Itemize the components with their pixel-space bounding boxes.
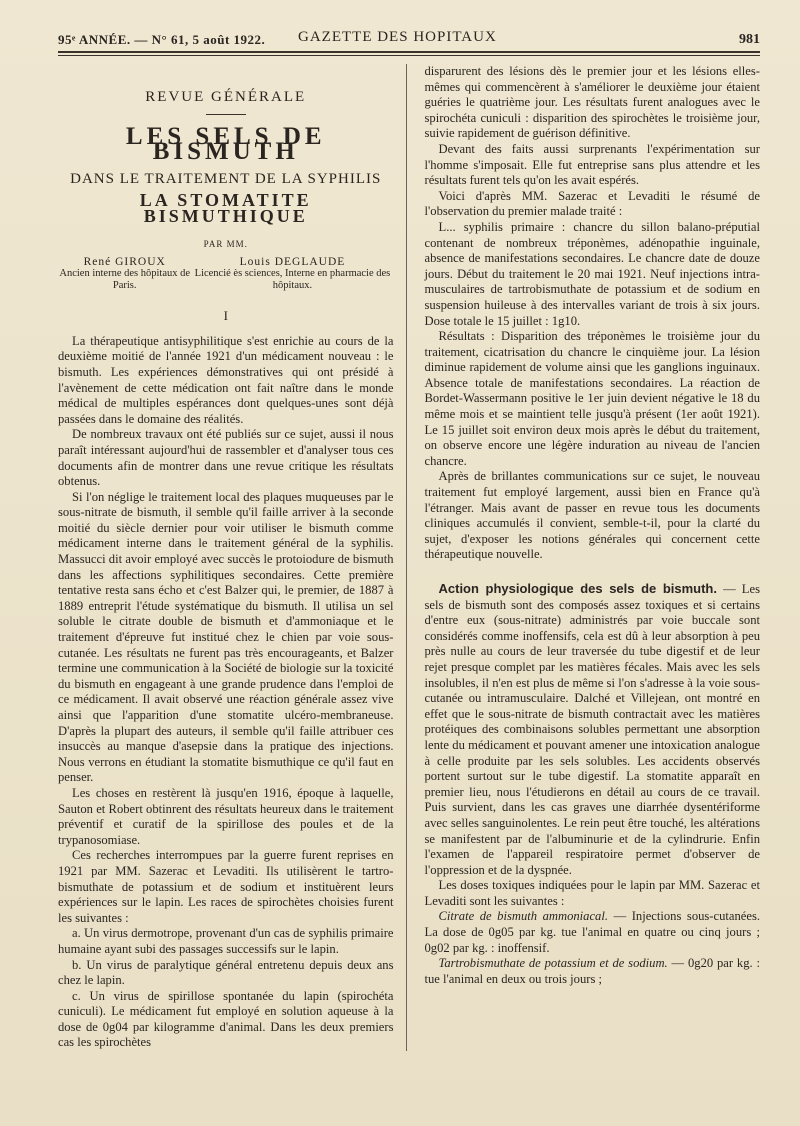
part-number: I: [223, 308, 228, 324]
paragraph: Les doses toxiques indiquées pour le lapin par MM. Sazerac et Levaditi sont les suivantes :: [424, 878, 760, 908]
section-divider: [206, 114, 246, 115]
dose-text: — 0g20 par kg. : tue l'animal en deux ou trois jours ;: [424, 956, 760, 986]
dose-label: Tartrobismuthate de potassium et de sodium.: [438, 956, 668, 971]
page-number: 981: [739, 32, 760, 47]
paragraph: L... syphilis primaire : chancre du sillon balano-préputial contenant de nombreux tréponèmes, adénopathie inguinale, absence de manifestations secondaires. Le chancre date de douze jours. Début du traitement le 20 mai 1921. Neuf injections intra-musculaires de tartrobismuthate de potassium et de sodium en suspension huileuse à des intervalles variant de trois à six jours. Dose totale le 15 juillet : 1g10.: [424, 219, 760, 328]
page-header: [58, 14, 760, 48]
dose-label: Citrate de bismuth ammoniacal.: [438, 909, 609, 924]
paragraph: [425, 581, 761, 878]
paragraph: [425, 956, 761, 987]
paragraph-text: — Les sels de bismuth sont des composés assez toxiques et si certains d'entre eux (sous-nitrate) administrés par voie buccale sont considérés comme inoffensifs, cela est dû à leur absorption à peu près nulle au cours de leur traversée du tube digestif et de leur rejet presque complet par les matières fécales. Mais avec les sels insolubles, il n'en est plus de même si l'on s'adresse à la voie sous-cutanée ou intramusculaire. Dalché et Villejean, ont montré en effet que le sous-nitrate de bismuth contractait avec les matières protéiques des combinaisons solubles permettant une absorption lente du médicament et pouvant amener une intoxication analogue à celle produite par les sels solubles. Les accidents observés portent surtout sur le tube digestif. La stomatite apparaît en premier lieu, nous l'étudierons en détail au cours de ce travail. Puis survient, dans les cas graves une diarrhée dysentériforme avec selles sanguinolentes. Le rein peut être touché, les altérations se manifestent par de l'albuminurie et de la cylindrurie. Enfin l'examen de l'appareil respiratoire permet d'observer de l'oppression et de la dyspnée.: [424, 582, 760, 877]
article-subtitle-2: LA STOMATITE BISMUTHIQUE: [139, 190, 312, 226]
section-heading: Action physiologique des sels de bismuth.: [438, 581, 717, 596]
list-item: b. Un virus de paralytique général entretenu depuis deux ans chez le lapin.: [58, 957, 394, 988]
paragraph: Résultats : Disparition des tréponèmes le troisième jour du traitement, cicatrisation du chancre le cinquième jour. La lésion diminue rapidement de volume ainsi que les ganglions inguinaux. Absence totale de manifestations secondaires. La réaction de Bordet-Wassermann positive le 1er juin devient négative le 18 du même mois et se maintient telle jusqu'à présent (1er août 1921). Le 15 juillet soit environ deux mois après le début du traitement, on observe encore une légère induration au niveau de l'ancien chancre.: [424, 329, 760, 468]
paragraph: Voici d'après MM. Sazerac et Levaditi le résumé de l'observation du premier malade traité :: [424, 188, 760, 219]
author-name: Louis DEGLAUDE: [239, 256, 346, 269]
author-1: [58, 256, 191, 292]
authors: [58, 256, 394, 292]
paragraph: Ces recherches interrompues par la guerre furent reprises en 1921 par MM. Sazerac et Levaditi. Ils utilisèrent le tartro-bismuthate de potassium et de sodium et instituèrent leurs expériences sur le lapin. Les races de spirochètes choisies furent les suivantes :: [58, 848, 394, 925]
journal-title: GAZETTE DES HOPITAUX: [298, 29, 497, 45]
article-subtitle: DANS LE TRAITEMENT DE LA SYPHILIS: [70, 170, 382, 187]
author-name: René GIROUX: [83, 256, 166, 269]
paragraph: disparurent des lésions dès le premier jour et les lésions elles-mêmes qui commencèrent à s'améliorer le deuxième jour étaient guéries le quatrième jour. Les résultats furent analogues avec le spirochéta cuniculi : disparition des spirochètes le troisième jour, suivie rapidement de guérison définitive.: [424, 64, 760, 141]
list-item: c. Un virus de spirillose spontanée du lapin (spirochéta cuniculi). Le médicament fut employé en solution aqueuse à la dose de 0g04 par kilogramme d'animal. Dans les deux premiers cas les spirochètes: [58, 988, 394, 1050]
paragraph: [425, 909, 761, 956]
paragraph: Si l'on néglige le traitement local des plaques muqueuses par le sous-nitrate de bismuth, il semble qu'il faille arriver à la seconde moitié du siècle dernier pour voir utiliser le bismuth comme médicament interne dans le traitement général de la syphilis. Massucci dit avoir employé avec succès le protoiodure de bismuth dans les affections syphilitiques secondaires. Cette première tentative resta sans écho et c'est Balzer qui, le premier, de 1887 à 1889 entreprit l'étude systématique du bismuth. Il utilisa un sel soluble le citrate double de bismuth et d'ammoniaque et le traitement d'épreuve fut institué chez le chien par voie sous-cutanée. Les résultats ne furent pas très encourageants, et Balzer termine une communication à la Société de biologie sur la toxicité du bismuth en engageant à une grande prudence dans l'emploi de ce médicament. Il avait observé une réaction générale assez vive ainsi que l'apparition d'une stomatite ulcéro-membraneuse. D'après la plupart des auteurs, il semble qu'il faille attribuer ces insuccès au manque d'asepsie dans la pratique des injections. Nous verrons en étudiant la stomatite bismuthique ce qu'il faut en penser.: [58, 489, 394, 785]
paragraph: De nombreux travaux ont été publiés sur ce sujet, aussi il nous paraît intéressant aujourd'hui de rassembler et d'analyser tous ces documents afin de montrer dans une revue critique les résultats obtenus.: [58, 427, 394, 489]
author-credential: Licencié ès sciences, Interne en pharmacie des hôpitaux.: [194, 268, 391, 292]
author-2: [191, 256, 393, 292]
header-rule-thin: [58, 55, 760, 56]
paragraph: Les choses en restèrent là jusqu'en 1916, époque à laquelle, Sauton et Robert obtinrent des résultats heureux dans le traitement préventif et curatif de la spirillose des poules et de la trypanosomiase.: [58, 785, 394, 847]
paragraph: La thérapeutique antisyphilitique s'est enrichie au cours de la deuxième moitié de l'année 1921 d'un médicament nouveau : le bismuth. Les expériences démonstratives qui ont présidé à l'avènement de cette médication ont fait naître dans le monde médical de multiples espérances dont quelques-unes sont déjà passées dans le domaine des réalités.: [58, 333, 394, 426]
text-columns: [58, 64, 760, 1051]
paragraph: Après de brillantes communications sur ce sujet, le nouveau traitement fut employé largement, aussi bien en France qu'à l'étranger. Mais avant de passer en revue tous les documents cliniques accumulés il convient, semble-t-il, pour la clarté du sujet, d'exposer les notions générales qui concernent cette thérapeutique nouvelle.: [424, 469, 760, 562]
left-column: [58, 64, 407, 1051]
section-title: REVUE GÉNÉRALE: [145, 89, 307, 105]
paragraph: Devant des faits aussi surprenants l'expérimentation sur l'homme s'imposait. Elle fut entreprise sans plus attendre et les résultats furent tels qu'on les avait espérés.: [424, 141, 760, 188]
article-title: LES SELS DE BISMUTH: [125, 122, 326, 166]
by-line: PAR MM.: [203, 238, 248, 249]
list-item: a. Un virus dermotrope, provenant d'un cas de syphilis primaire humaine ayant subi des passages successifs sur le lapin.: [58, 926, 394, 956]
author-credential: Ancien interne des hôpitaux de Paris.: [59, 268, 191, 292]
issue-info: 95ᵉ ANNÉE. — N° 61, 5 août 1922.: [58, 32, 266, 47]
right-column: [425, 64, 761, 1051]
dose-text: — Injections sous-cutanées. La dose de 0g05 par kg. tue l'animal en quatre ou cinq jours ; 0g02 par kg. : inoffensif.: [424, 909, 761, 955]
header-rule: [58, 51, 760, 53]
